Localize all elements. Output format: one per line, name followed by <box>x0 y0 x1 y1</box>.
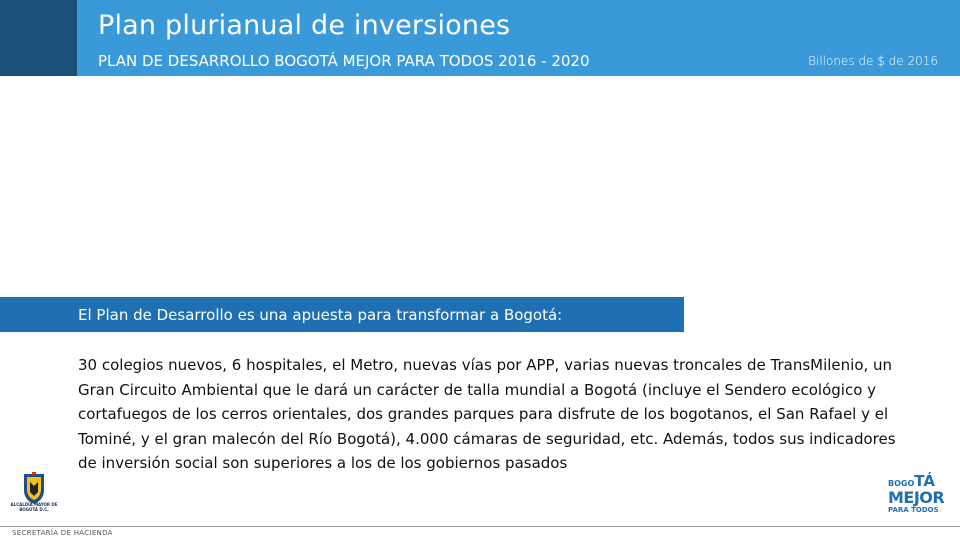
crest-label: ALCALDÍA MAYOR DE BOGOTÁ D.C. <box>10 502 58 512</box>
bogota-mejor-logo <box>888 470 948 518</box>
page-subtitle: PLAN DE DESARROLLO BOGOTÁ MEJOR PARA TODOS 2016 - 2020 <box>98 52 590 70</box>
body-paragraph: 30 colegios nuevos, 6 hospitales, el Metro, nuevas vías por APP, varias nuevas troncales de TransMilenio, un Gran Circuito Ambiental que le dará un carácter de talla mundial a Bogotá (incluye el Sendero ecológico y cortafuegos de los cerros orientales, dos grandes parques para disfrute de los bogotanos, el San Rafael y el Tominé, y el gran malecón del Río Bogotá), 4.000 cámaras de seguridad, etc. Además, todos sus indicadores de inversión social son superiores a los de los gobiernos pasados <box>78 356 896 472</box>
statement-bar <box>0 297 684 332</box>
footer-divider <box>0 526 960 527</box>
header-banner <box>0 0 960 76</box>
unit-note: Billones de $ de 2016 <box>808 54 938 68</box>
page-title: Plan plurianual de inversiones <box>98 10 511 41</box>
statement-text: El Plan de Desarrollo es una apuesta para transformar a Bogotá: <box>78 306 563 324</box>
logo-ta: TÁ <box>914 472 935 490</box>
header-accent-block <box>0 0 77 76</box>
logo-line2: MEJOR <box>888 488 945 507</box>
logo-bogo: BOGO <box>888 479 915 488</box>
footer-department: SECRETARÍA DE HACIENDA <box>12 529 113 537</box>
logo-line3: PARA TODOS <box>888 506 939 514</box>
